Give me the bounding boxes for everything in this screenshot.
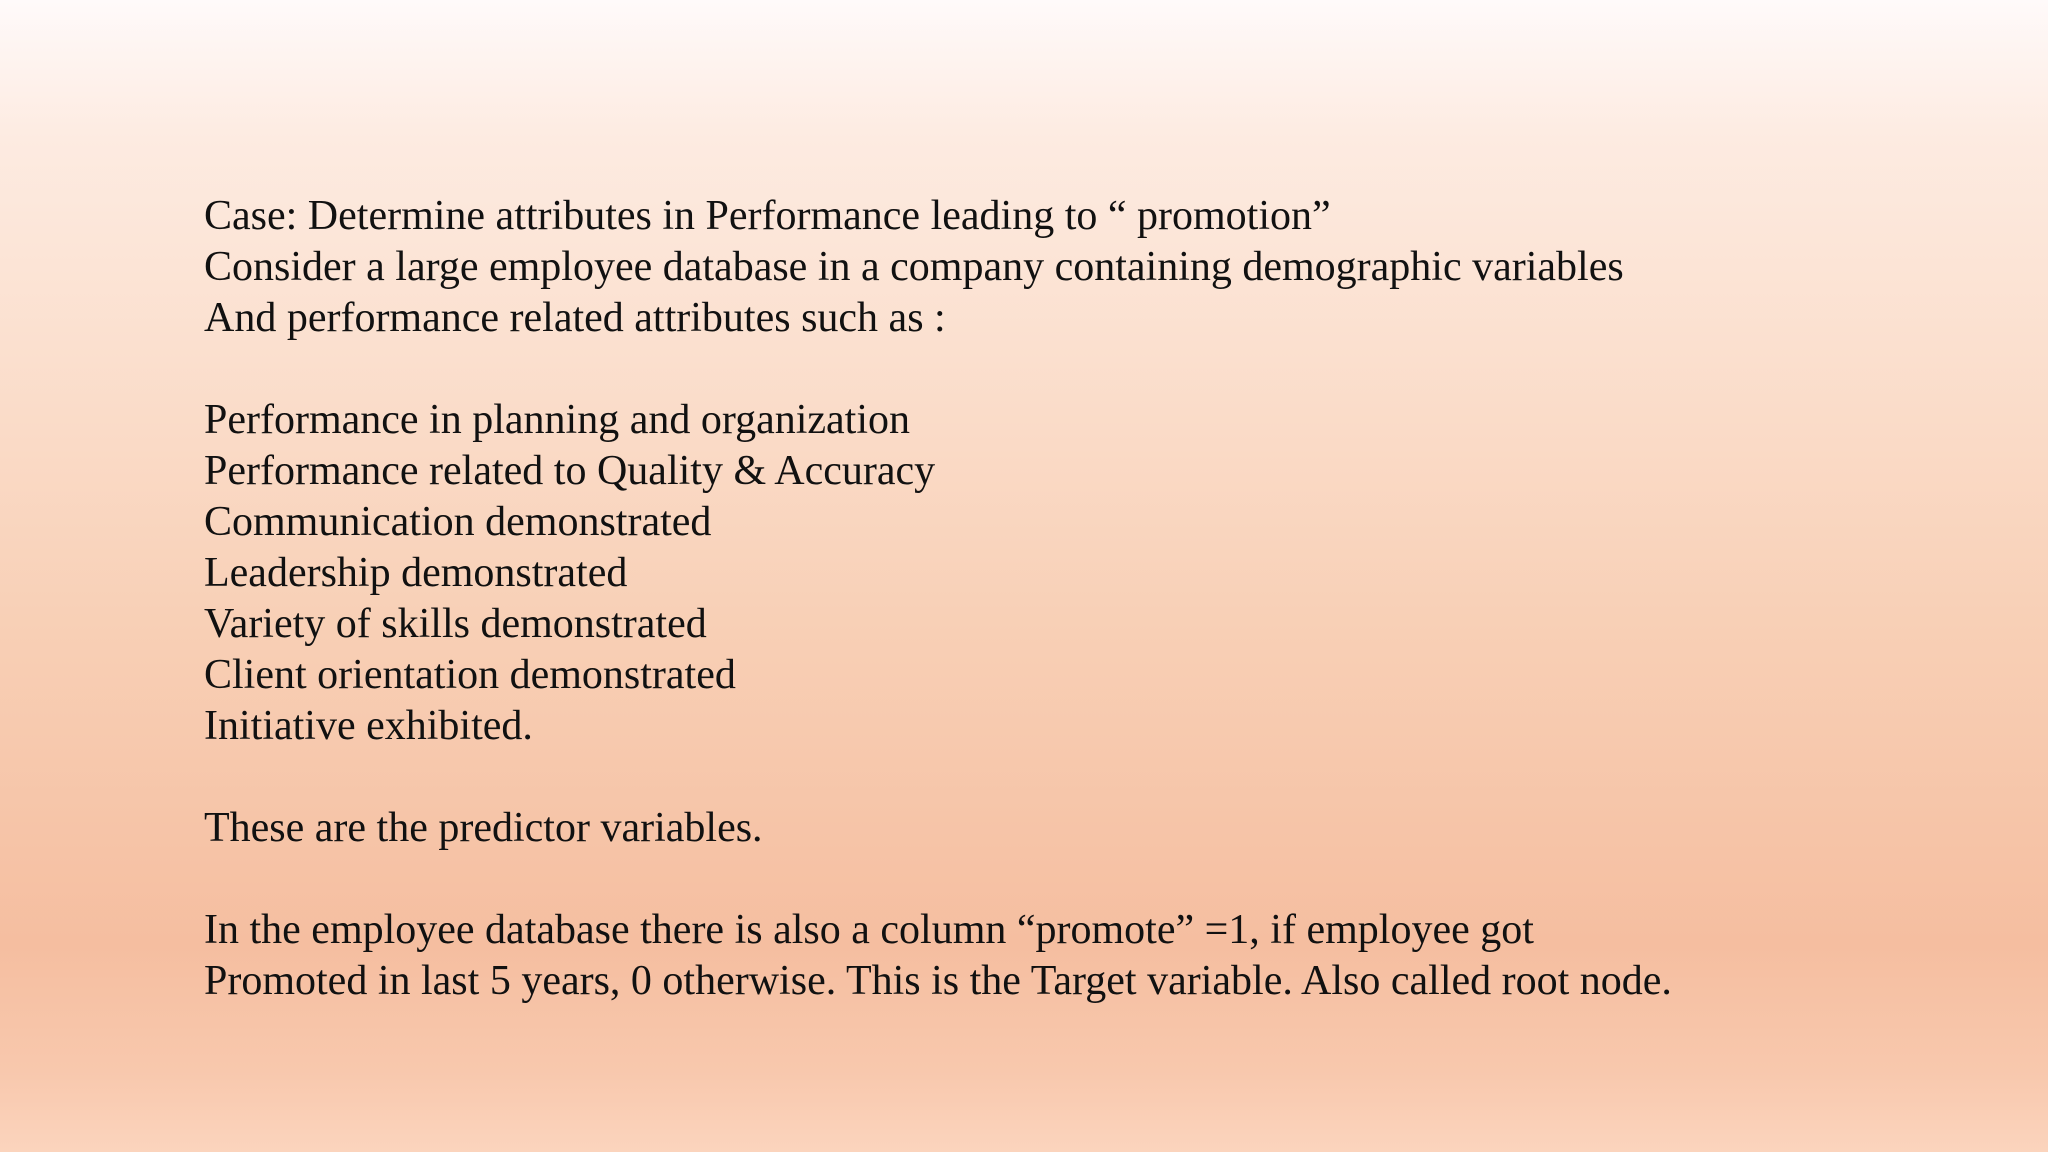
intro-line: And performance related attributes such as : [204,295,946,341]
attribute-item: Leadership demonstrated [204,550,628,596]
attribute-item: Performance in planning and organization [204,397,911,443]
case-heading-line: Case: Determine attributes in Performance leading to “ promotion” [204,193,1331,239]
attribute-item: Variety of skills demonstrated [204,601,707,647]
attribute-item: Client orientation demonstrated [204,652,736,698]
target-note-line: In the employee database there is also a column “promote” =1, if employee got [204,907,1534,953]
paragraph-gap [204,752,1964,803]
attribute-item: Performance related to Quality & Accuracy [204,448,936,494]
predictor-note: These are the predictor variables. [204,805,763,851]
slide-text-body [204,191,1964,1007]
intro-line: Consider a large employee database in a company containing demographic variables [204,244,1624,290]
attribute-item: Communication demonstrated [204,499,712,545]
paragraph-gap [204,854,1964,905]
attribute-item: Initiative exhibited. [204,703,533,749]
paragraph-gap [204,344,1964,395]
target-note-line: Promoted in last 5 years, 0 otherwise. This is the Target variable. Also called root node. [204,958,1672,1004]
